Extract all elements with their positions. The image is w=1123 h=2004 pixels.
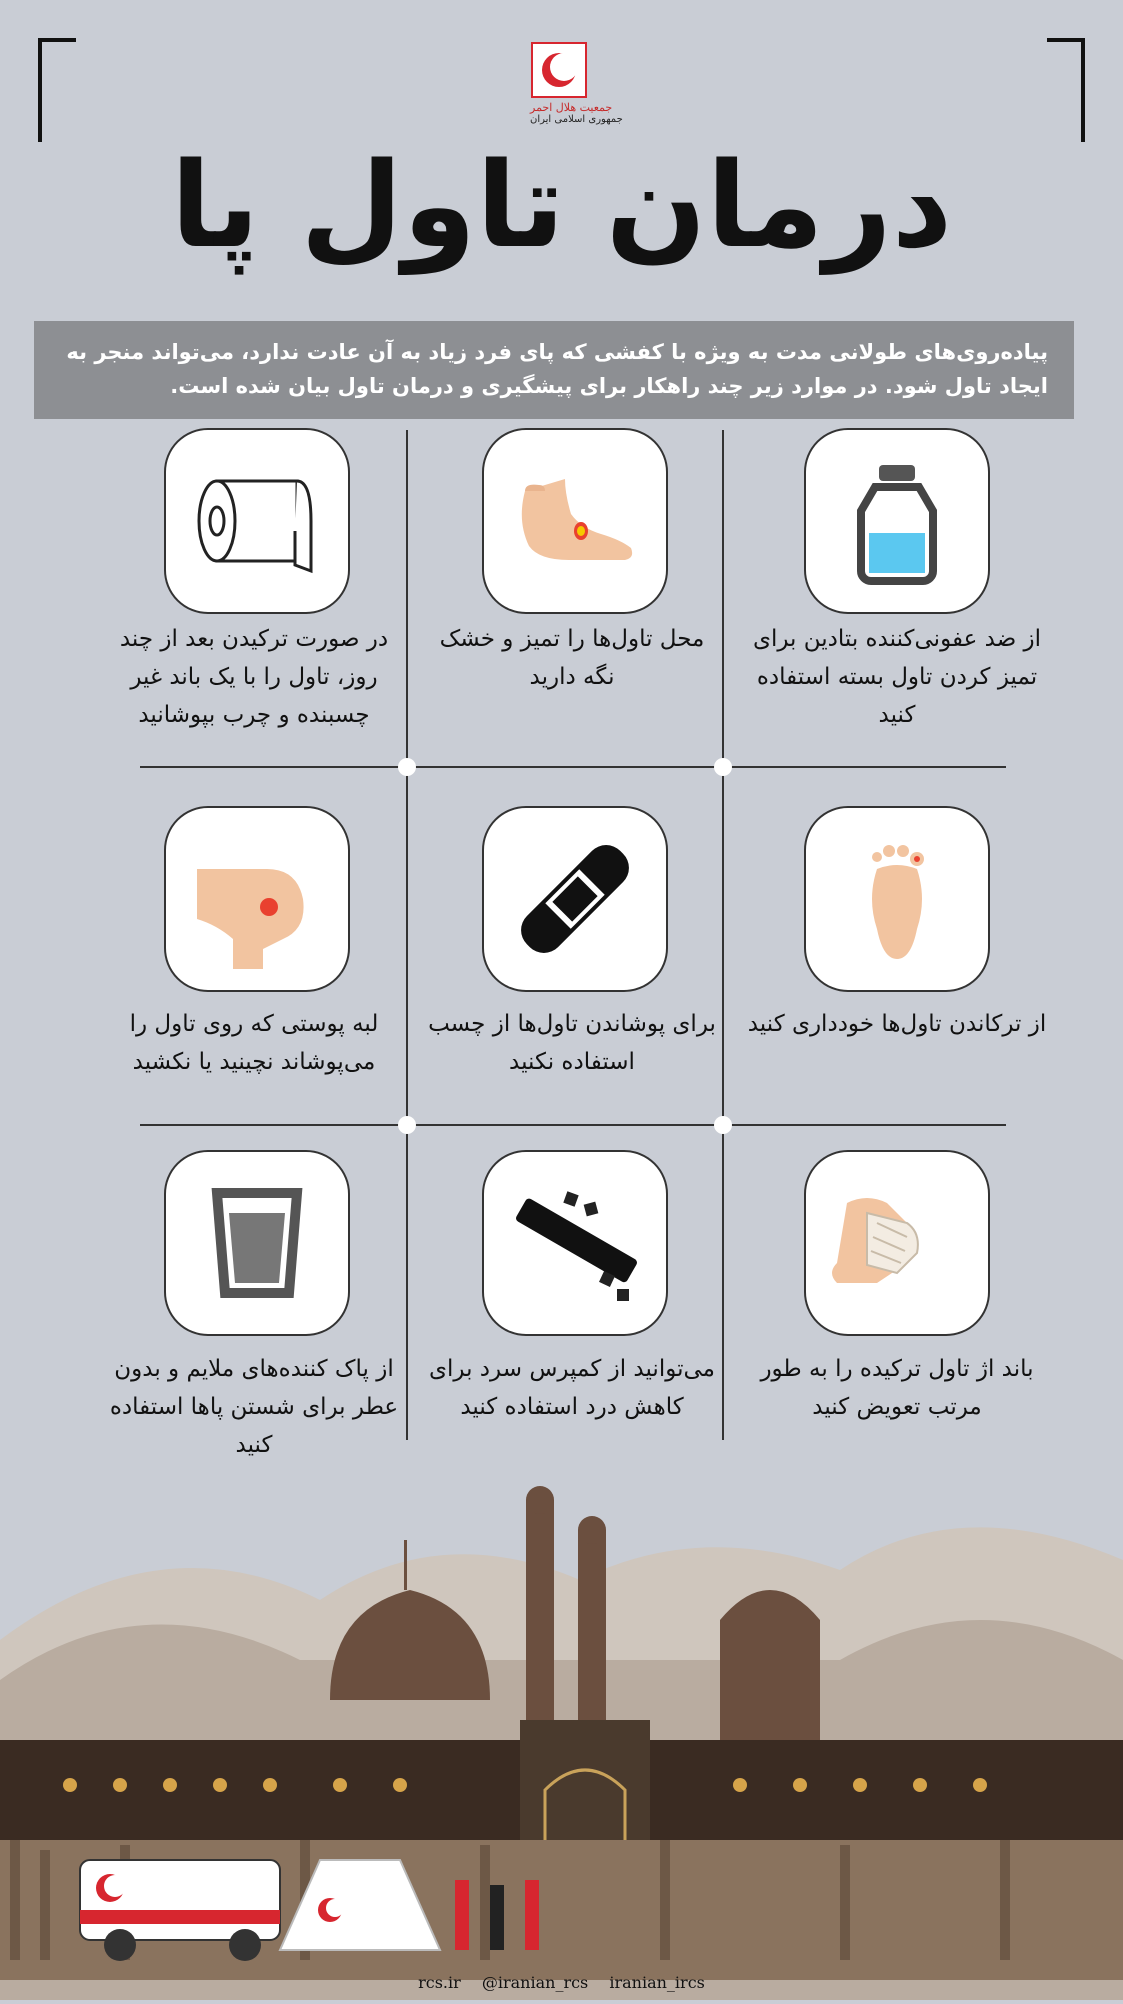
shrine-scene — [0, 1440, 1123, 2000]
adhesive-plaster-icon — [482, 806, 668, 992]
grid-line-vertical-left — [406, 430, 408, 1440]
knee-blister-icon — [164, 806, 350, 992]
tip-caption: از ضد عفونی‌کننده بتادین برای تمیز کردن تاول بسته استفاده کنید — [752, 626, 1042, 728]
tip-caption: محل تاول‌ها را تمیز و خشک نگه دارید — [439, 626, 705, 690]
logo-country: جمهوری اسلامی ایران — [530, 114, 623, 125]
grid-dot — [398, 1116, 416, 1134]
betadine-bottle-icon — [804, 428, 990, 614]
intro-text: پیاده‌روی‌های طولانی مدت به ویژه با کفشی که پای فرد زیاد به آن عادت ندارد، می‌تواند منجر به ایجاد تاول شود. در موارد زیر چند راهکار برای پیشگیری و درمان تاول بیان شده است. — [34, 321, 1074, 419]
tip-caption: می‌توانید از کمپرس سرد برای کاهش درد استفاده کنید — [429, 1356, 715, 1420]
grid-dot — [714, 1116, 732, 1134]
tip-caption: از ترکاندن تاول‌ها خودداری کنید — [747, 1011, 1047, 1037]
website-link[interactable]: rcs.ir — [418, 1973, 461, 1992]
ice-tray-icon — [482, 1150, 668, 1336]
tip-caption: باند اژ تاول ترکیده را به طور مرتب تعویض کنید — [760, 1356, 1034, 1420]
wrapped-foot-icon — [804, 1150, 990, 1336]
telegram-handle[interactable]: iranian_ircs — [609, 1973, 705, 1992]
corner-frame-top-right — [1047, 38, 1085, 142]
red-crescent-logo — [530, 42, 623, 125]
red-crescent-icon — [531, 42, 587, 98]
grid-line-horizontal-bottom — [140, 1124, 1006, 1126]
footer-social — [0, 1973, 1123, 1992]
page-title: درمان تاول پا — [170, 136, 953, 274]
grid-dot — [398, 758, 416, 776]
grid-line-vertical-right — [722, 430, 724, 1440]
cleanser-cup-icon — [164, 1150, 350, 1336]
tip-caption: از پاک کننده‌های ملایم و بدون عطر برای شستن پاها استفاده کنید — [109, 1356, 399, 1458]
bandage-roll-icon — [164, 428, 350, 614]
corner-frame-top-left — [38, 38, 76, 142]
foot-sole-icon — [804, 806, 990, 992]
tip-caption: برای پوشاندن تاول‌ها از چسب استفاده نکنید — [428, 1011, 716, 1075]
tip-caption: لبه پوستی که روی تاول را می‌پوشاند نچینید یا نکشید — [129, 1011, 379, 1075]
grid-line-horizontal-top — [140, 766, 1006, 768]
twitter-handle[interactable]: @iranian_rcs — [481, 1973, 589, 1992]
logo-org-name: جمعیت هلال احمر — [530, 101, 613, 114]
tip-caption: در صورت ترکیدن بعد از چند روز، تاول را با یک باند غیر چسبنده و چرب بپوشانید — [119, 626, 389, 728]
grid-dot — [714, 758, 732, 776]
foot-blister-icon — [482, 428, 668, 614]
